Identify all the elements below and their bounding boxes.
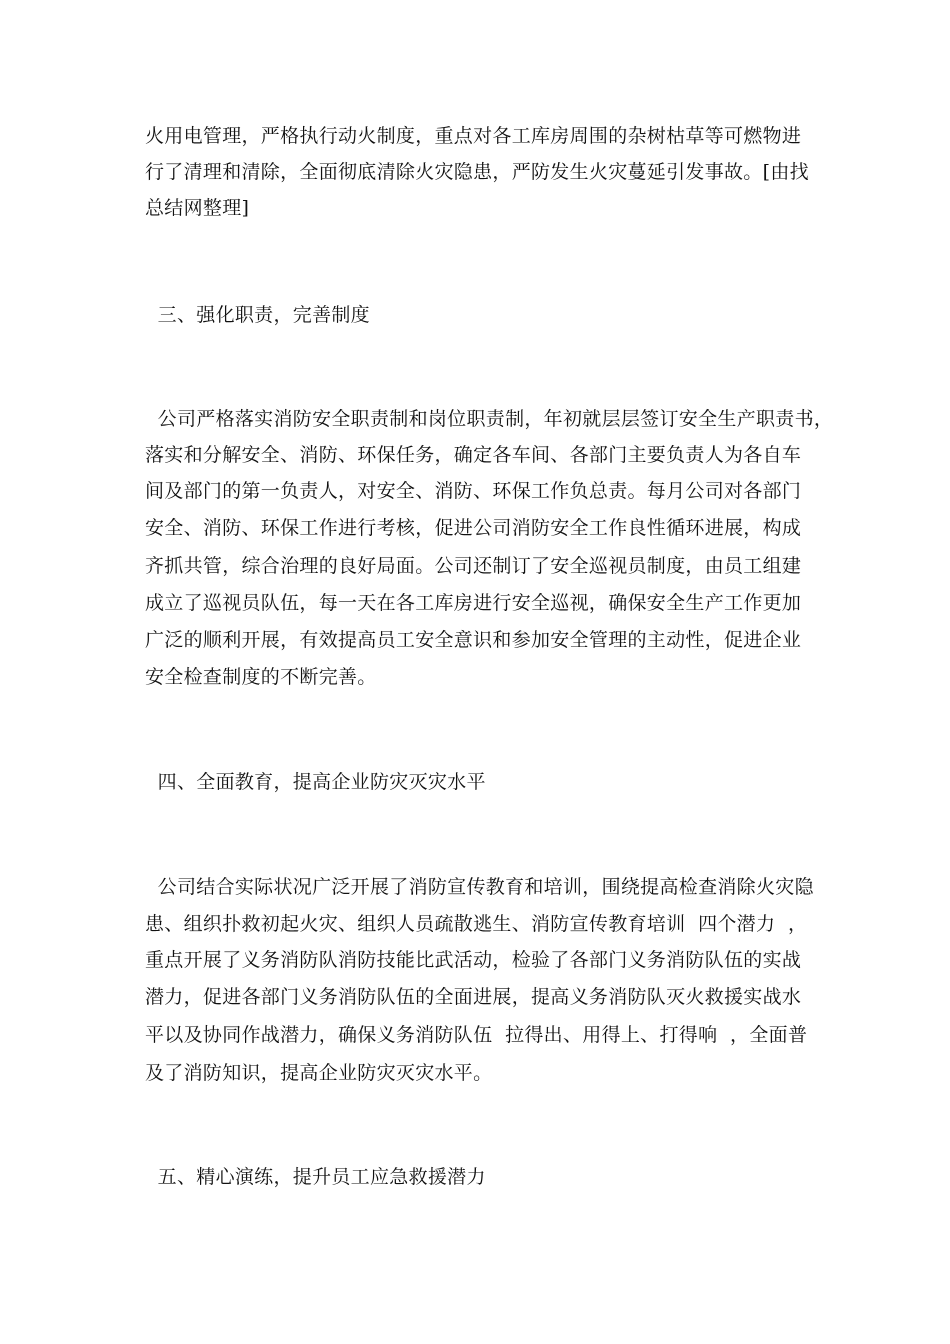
section-3-line-2: 落实和分解安全、消防、环保任务，确定各车间、各部门主要负责人为各自车 [145,444,802,466]
section-heading-4: 四、全面教育，提高企业防灾灭灾水平 [145,771,486,793]
section-3-line-4: 安全、消防、环保工作进行考核，促进公司消防安全工作良性循环进展，构成 [145,517,802,539]
section-3-line-5: 齐抓共管，综合治理的良好局面。公司还制订了安全巡视员制度，由员工组建 [145,555,802,577]
section-4-line-1: 公司结合实际状况广泛开展了消防宣传教育和培训，围绕提高检查消除火灾隐 [145,876,814,898]
intro-line-3: 总结网整理] [145,197,250,219]
section-4-line-5: 平以及协同作战潜力，确保义务消防队伍 拉得出、用得上、打得响 ，全面普 [145,1024,808,1046]
intro-line-1: 火用电管理，严格执行动火制度，重点对各工库房周围的杂树枯草等可燃物进 [145,125,802,147]
section-4-line-3: 重点开展了义务消防队消防技能比武活动，检验了各部门义务消防队伍的实战 [145,949,802,971]
intro-line-2: 行了清理和清除，全面彻底清除火灾隐患，严防发生火灾蔓延引发事故。[由找 [145,161,809,183]
section-heading-3: 三、强化职责，完善制度 [145,304,370,326]
section-3-line-1: 公司严格落实消防安全职责制和岗位职责制，年初就层层签订安全生产职责书， [145,408,834,430]
section-3-line-3: 间及部门的第一负责人，对安全、消防、环保工作负总责。每月公司对各部门 [145,480,802,502]
section-3-line-7: 广泛的顺利开展，有效提高员工安全意识和参加安全管理的主动性，促进企业 [145,629,802,651]
section-heading-5: 五、精心演练，提升员工应急救援潜力 [145,1166,486,1188]
section-4-line-6: 及了消防知识，提高企业防灾灭灾水平。 [145,1062,493,1084]
section-3-line-8: 安全检查制度的不断完善。 [145,666,377,688]
section-4-line-4: 潜力，促进各部门义务消防队伍的全面进展，提高义务消防队灭火救援实战水 [145,986,802,1008]
section-3-line-6: 成立了巡视员队伍，每一天在各工库房进行安全巡视，确保安全生产工作更加 [145,592,802,614]
section-4-line-2: 患、组织扑救初起火灾、组织人员疏散逃生、消防宣传教育培训 四个潜力 ， [145,913,808,935]
